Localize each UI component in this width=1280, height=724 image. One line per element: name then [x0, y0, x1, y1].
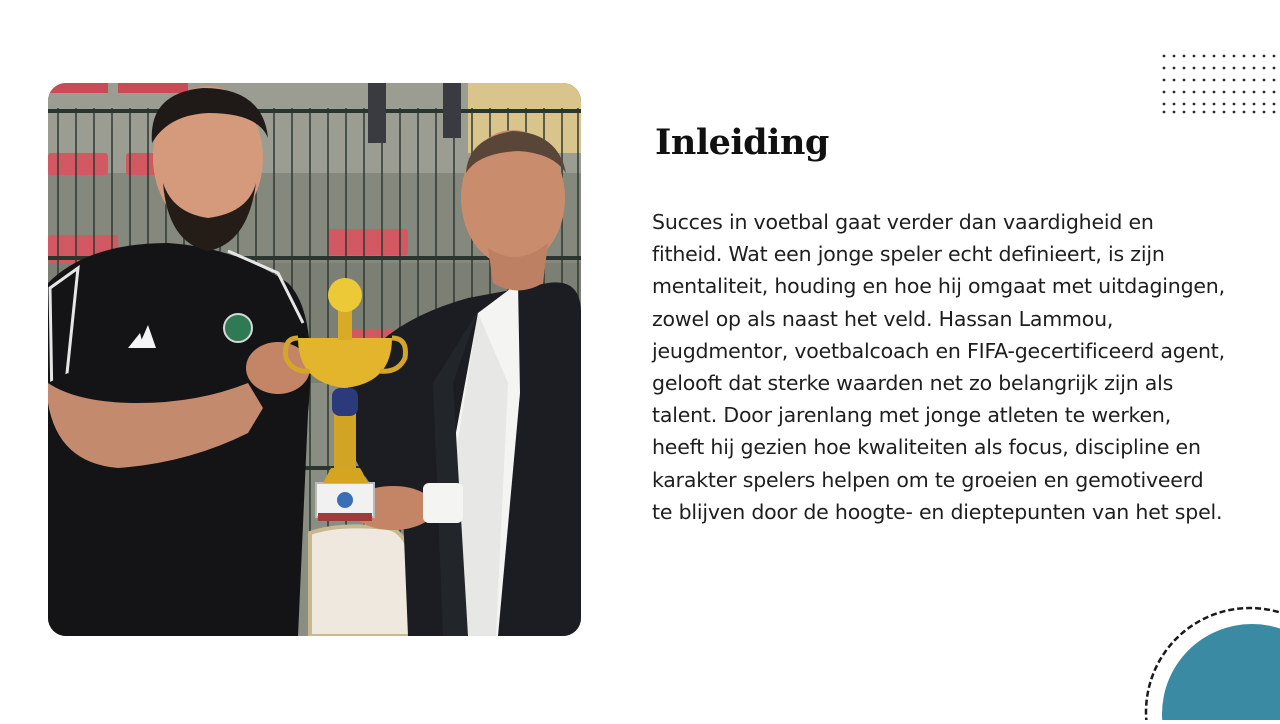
teal-circle-shape [1162, 624, 1280, 720]
trophy-presentation-photo [48, 83, 581, 636]
corner-circle-decoration [1140, 600, 1280, 724]
page-title: Inleiding [655, 122, 829, 163]
intro-paragraph: Succes in voetbal gaat verder dan vaardigheid en fitheid. Wat een jonge speler echt definieert, is zijn mentaliteit, houding en hoe hij omgaat met uitdagingen, zowel op als naast het veld. Hassan Lammou, jeugdmentor, voetbalcoach en FIFA-gecertificeerd agent, gelooft dat sterke waarden net zo belangrijk zijn als talent. Door jarenlang met jonge atleten te werken, heeft hij gezien hoe kwaliteiten als focus, discipline en karakter spelers helpen om te groeien en gemotiveerd te blijven door de hoogte- en dieptepunten van het spel. [652, 210, 1225, 524]
dot-grid-decoration [1160, 52, 1280, 120]
